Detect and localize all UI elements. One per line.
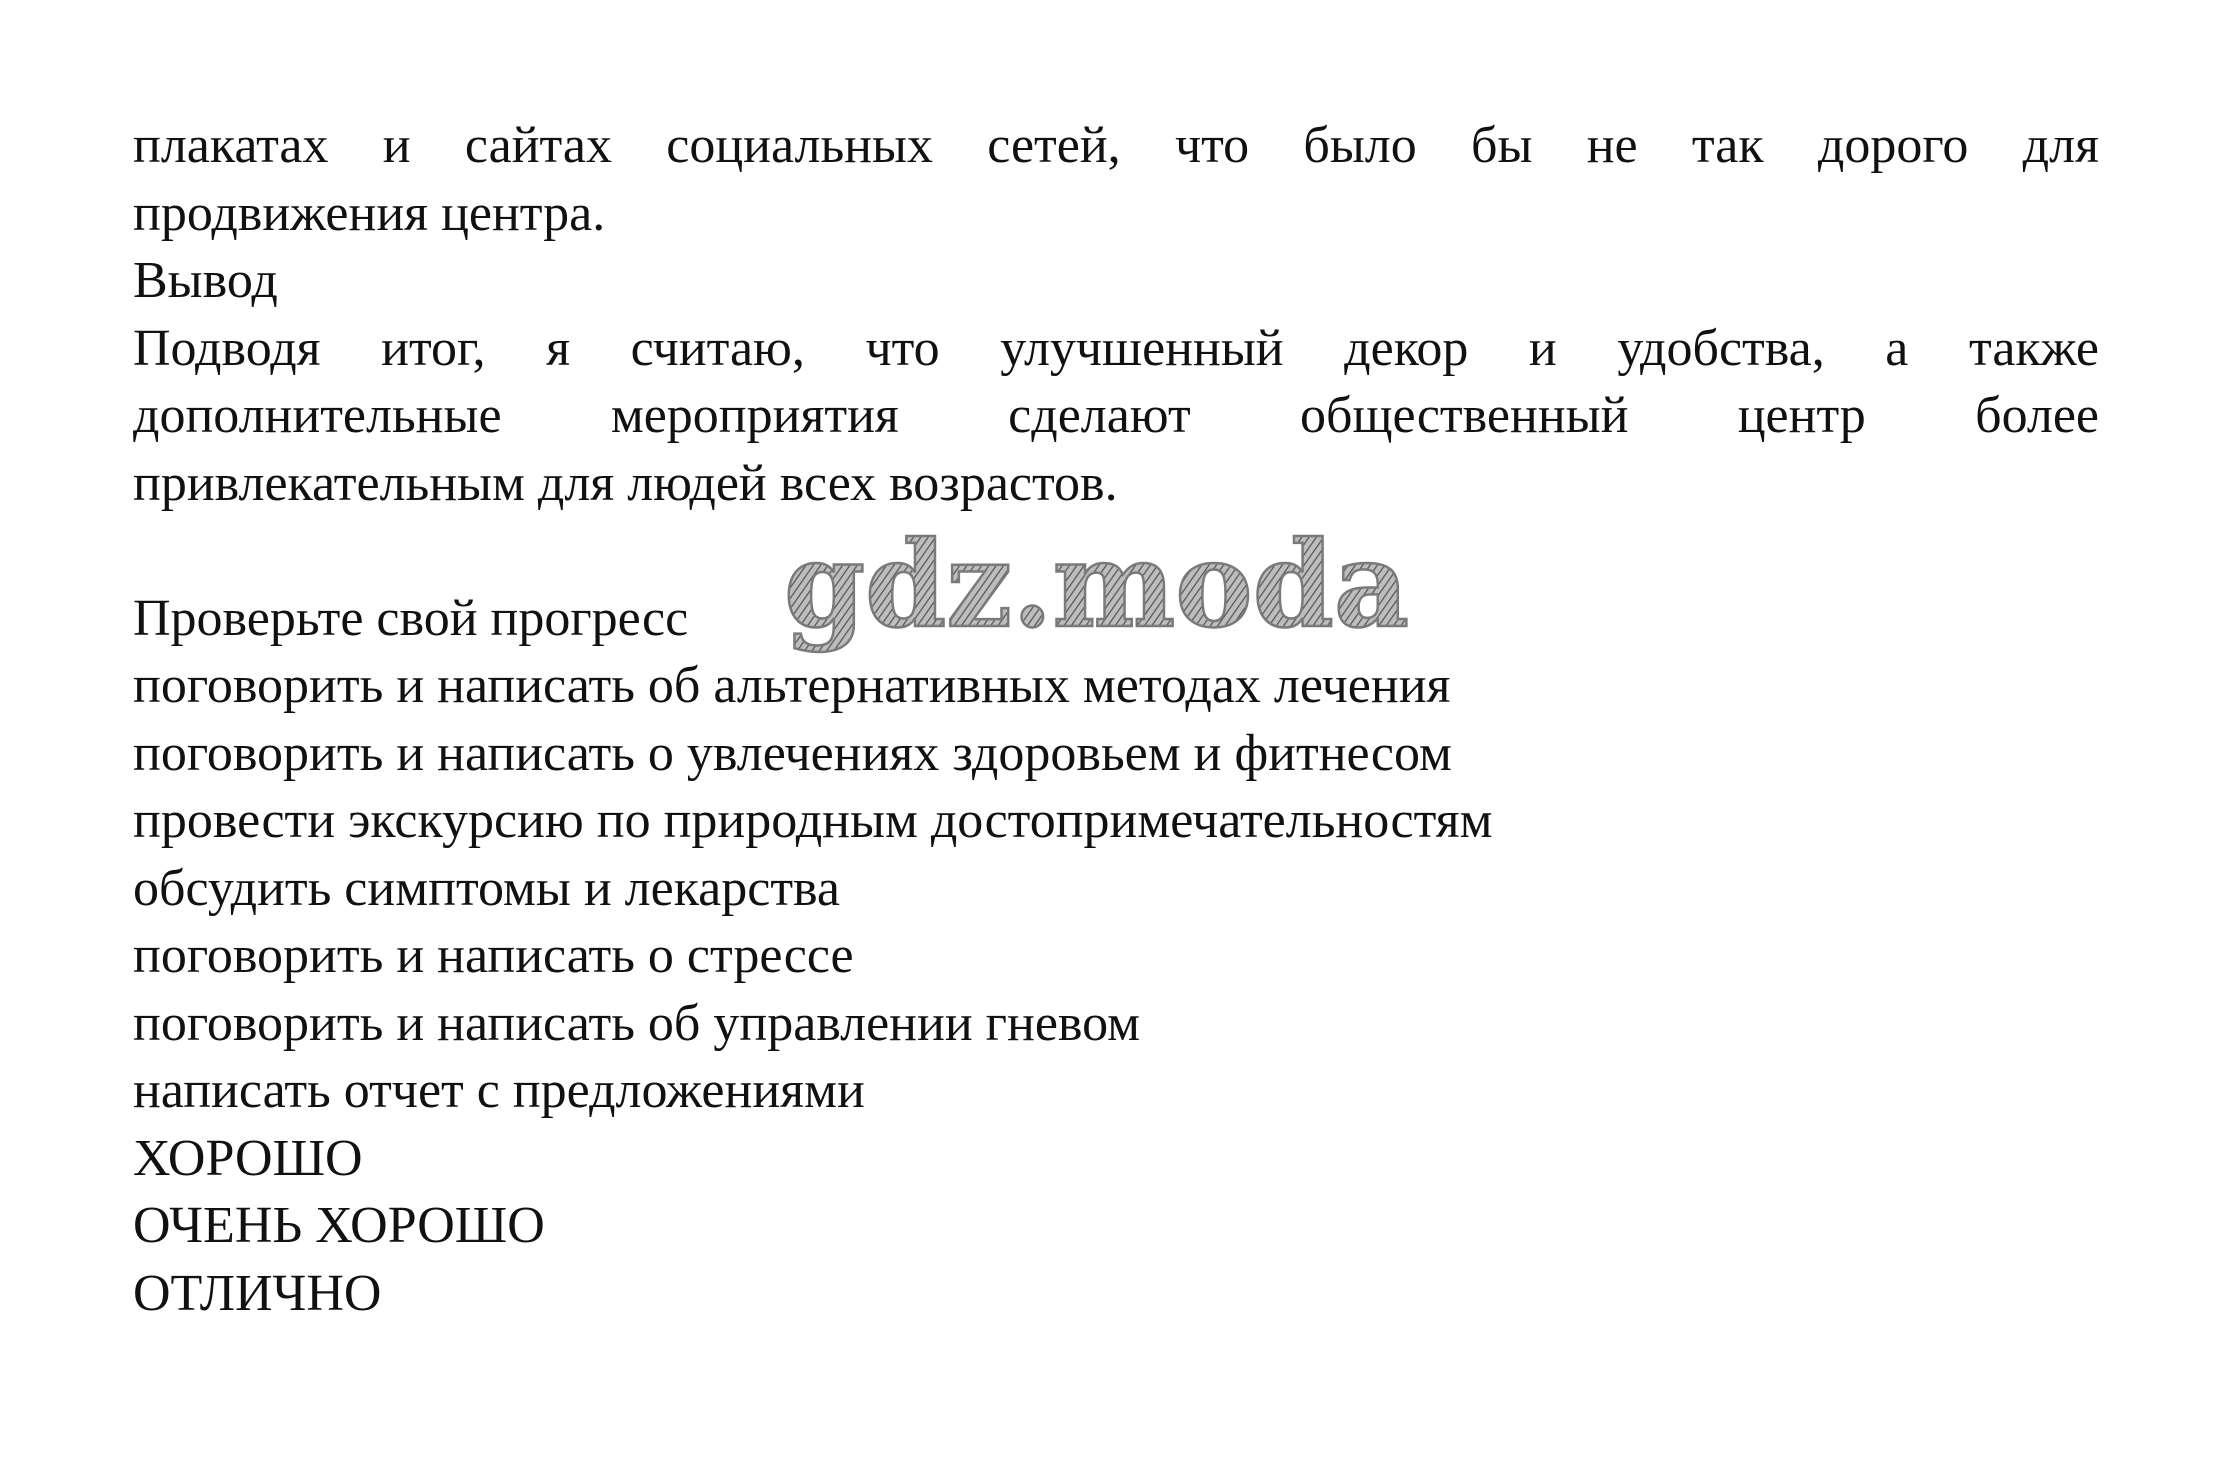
progress-item: поговорить и написать об управлении гневом bbox=[133, 994, 1141, 1052]
blank-line bbox=[133, 517, 2099, 585]
conclusion-heading: Вывод bbox=[133, 252, 278, 309]
progress-item: обсудить симптомы и лекарства bbox=[133, 859, 841, 917]
paragraph-2-line-1: Подводя итог, я считаю, что улучшенный декор и удобства, а также bbox=[133, 319, 2099, 377]
rating-good: ХОРОШО bbox=[133, 1129, 363, 1187]
progress-item: провести экскурсию по природным достопримечательностям bbox=[133, 792, 1493, 849]
svg-text:gdz.moda: gdz.moda bbox=[784, 528, 1409, 654]
progress-item: поговорить и написать об альтернативных методах лечения bbox=[133, 657, 1451, 714]
paragraph-2-line-3: привлекательным для людей всех возрастов. bbox=[133, 454, 1118, 512]
document-page bbox=[133, 112, 2099, 1327]
progress-heading: Проверьте свой прогресс bbox=[133, 589, 689, 647]
rating-very-good: ОЧЕНЬ ХОРОШО bbox=[133, 1197, 545, 1254]
rating-excellent: ОТЛИЧНО bbox=[133, 1264, 382, 1322]
paragraph-2-line-2: дополнительные мероприятия сделают общественный центр более bbox=[133, 387, 2099, 444]
paragraph-1-line-2: продвижения центра. bbox=[133, 184, 606, 242]
paragraph-1-line-1: плакатах и сайтах социальных сетей, что было бы не так дорого для bbox=[133, 117, 2099, 174]
progress-item: поговорить и написать о увлечениях здоровьем и фитнесом bbox=[133, 724, 1452, 782]
progress-item: поговорить и написать о стрессе bbox=[133, 927, 854, 984]
progress-item: написать отчет с предложениями bbox=[133, 1062, 865, 1119]
